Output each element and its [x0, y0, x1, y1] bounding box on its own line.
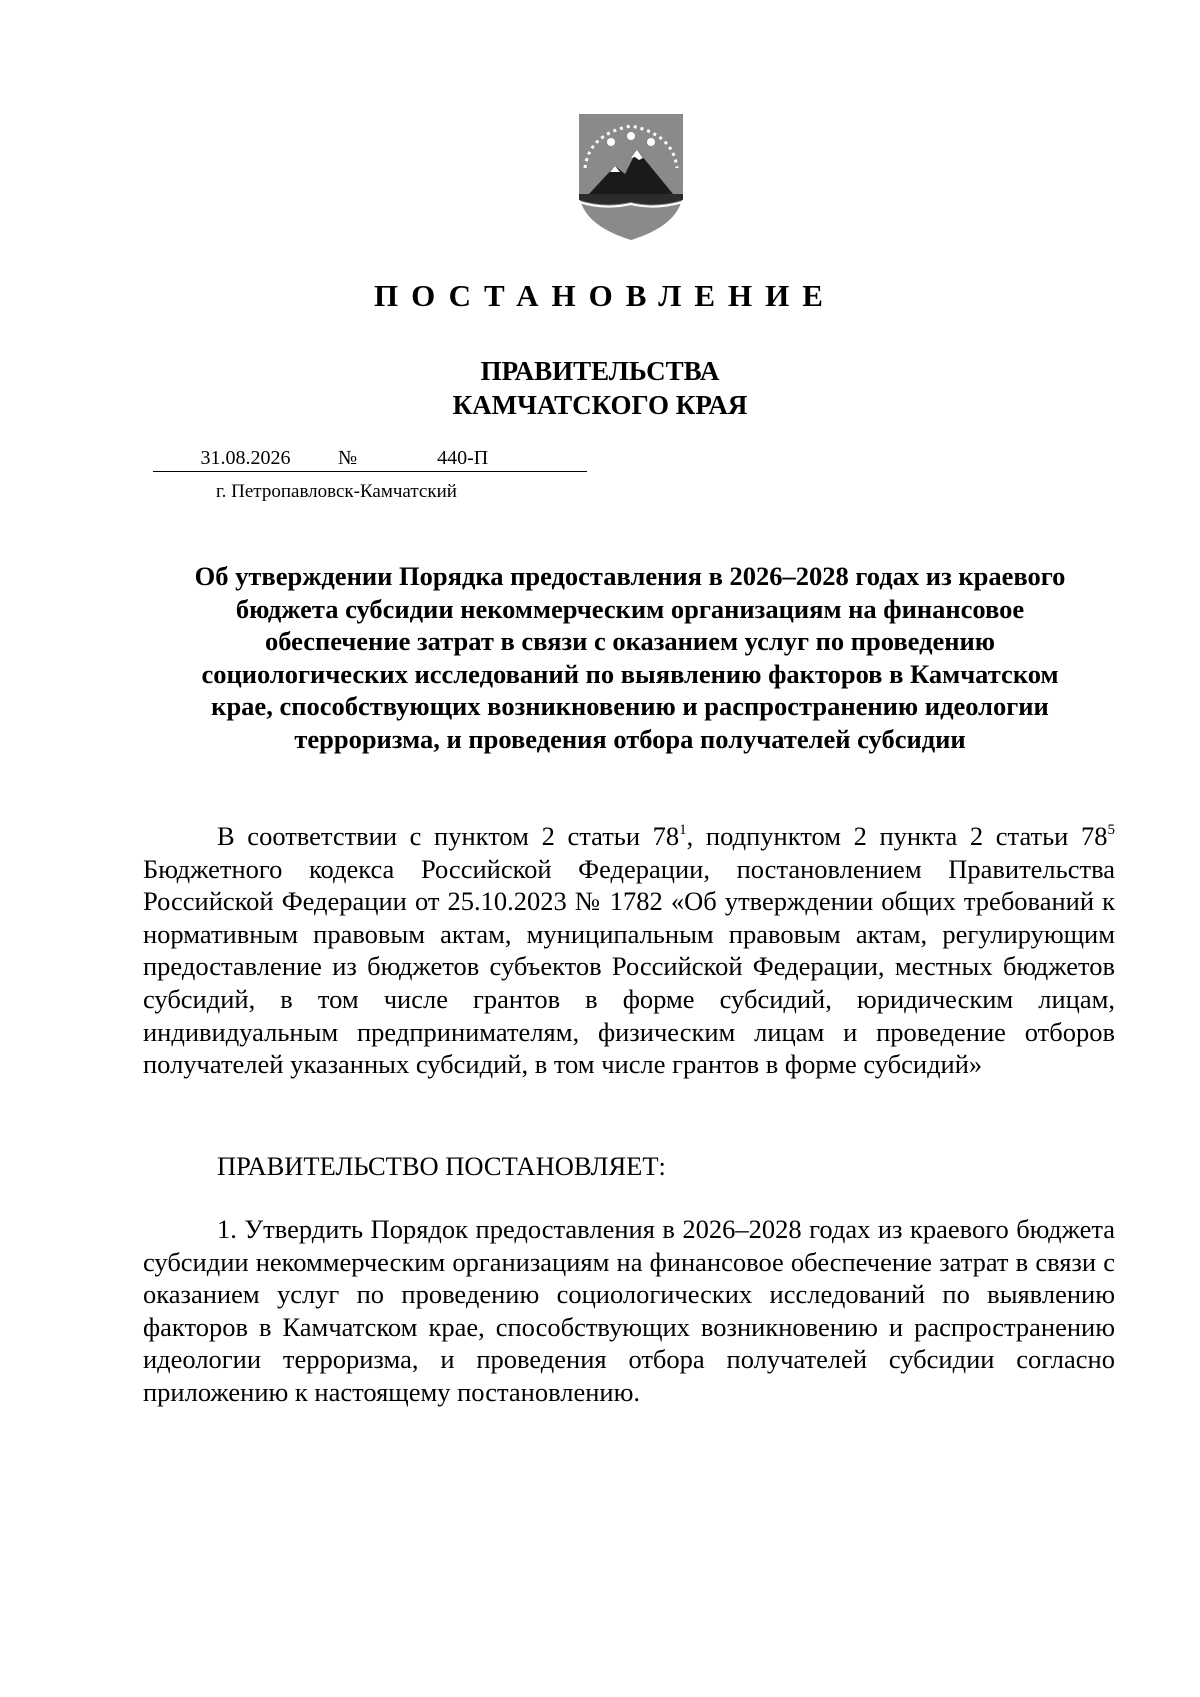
issuer-heading [0, 354, 1200, 422]
superscript-1: 1 [679, 822, 687, 838]
document-number: 440-П [357, 446, 587, 472]
kamchatka-coat-of-arms-icon [575, 112, 687, 242]
document-date: 31.08.2026 [153, 446, 338, 472]
title-line: терроризма, и проведения отбора получателей субсидии [294, 723, 966, 754]
issuer-line-2: КАМЧАТСКОГО КРАЯ [452, 390, 748, 420]
title-line: крае, способствующих возникновению и распространению идеологии [211, 691, 1049, 721]
title-line: обеспечение затрат в связи с оказанием услуг по проведению [264, 626, 996, 656]
decree-statement: ПРАВИТЕЛЬСТВО ПОСТАНОВЛЯЕТ: [217, 1151, 666, 1181]
title-line: социологических исследований по выявлению факторов в Камчатском [201, 658, 1059, 689]
date-number-row [153, 446, 587, 472]
title-line: бюджета субсидии некоммерческим организациям на финансовое [235, 593, 1025, 624]
issuer-line-1: ПРАВИТЕЛЬСТВА [480, 356, 720, 386]
clause-1-paragraph [143, 1213, 1115, 1409]
preamble-part-1: В соответствии с пунктом 2 статьи 78 [217, 821, 680, 851]
clause-1-text: 1. Утвердить Порядок предоставления в 2026–2028 годах из краевого бюджета субсидии некоммерческим организациям на финансовое обеспечение затрат в связи с оказанием услуг по проведению социологических исследований по выявлению факторов в Камчатском крае, способствующих возникновению и распространению идеологии терроризма, и проведения отбора получателей субсидии согласно приложению к настоящему постановлению. [143, 1214, 1115, 1407]
preamble-part-2: , подпунктом 2 пункта 2 статьи 78 [686, 821, 1108, 851]
document-type-heading: ПОСТАНОВЛЕНИЕ [374, 278, 836, 313]
superscript-5: 5 [1107, 822, 1115, 838]
document-title [140, 560, 1120, 755]
preamble-paragraph [143, 820, 1115, 1081]
city-of-issue: г. Петропавловск-Камчатский [216, 481, 457, 502]
number-sign: № [338, 446, 357, 472]
title-line: Об утверждении Порядка предоставления в 2026–2028 годах из краевого [194, 561, 1066, 591]
preamble-part-3: Бюджетного кодекса Российской Федерации, постановлением Правительства Российской Федерации от 25.10.2023 № 1782 «Об утверждении общих требований к нормативным правовым актам, муниципальным правовым актам, регулирующим предоставление из бюджетов субъектов Российской Федерации, местных бюджетов субсидий, в том числе грантов в форме субсидий, юридическим лицам, индивидуальным предпринимателям, физическим лицам и проведение отборов получателей указанных субсидий, в том числе грантов в форме субсидий» [143, 853, 1115, 1080]
